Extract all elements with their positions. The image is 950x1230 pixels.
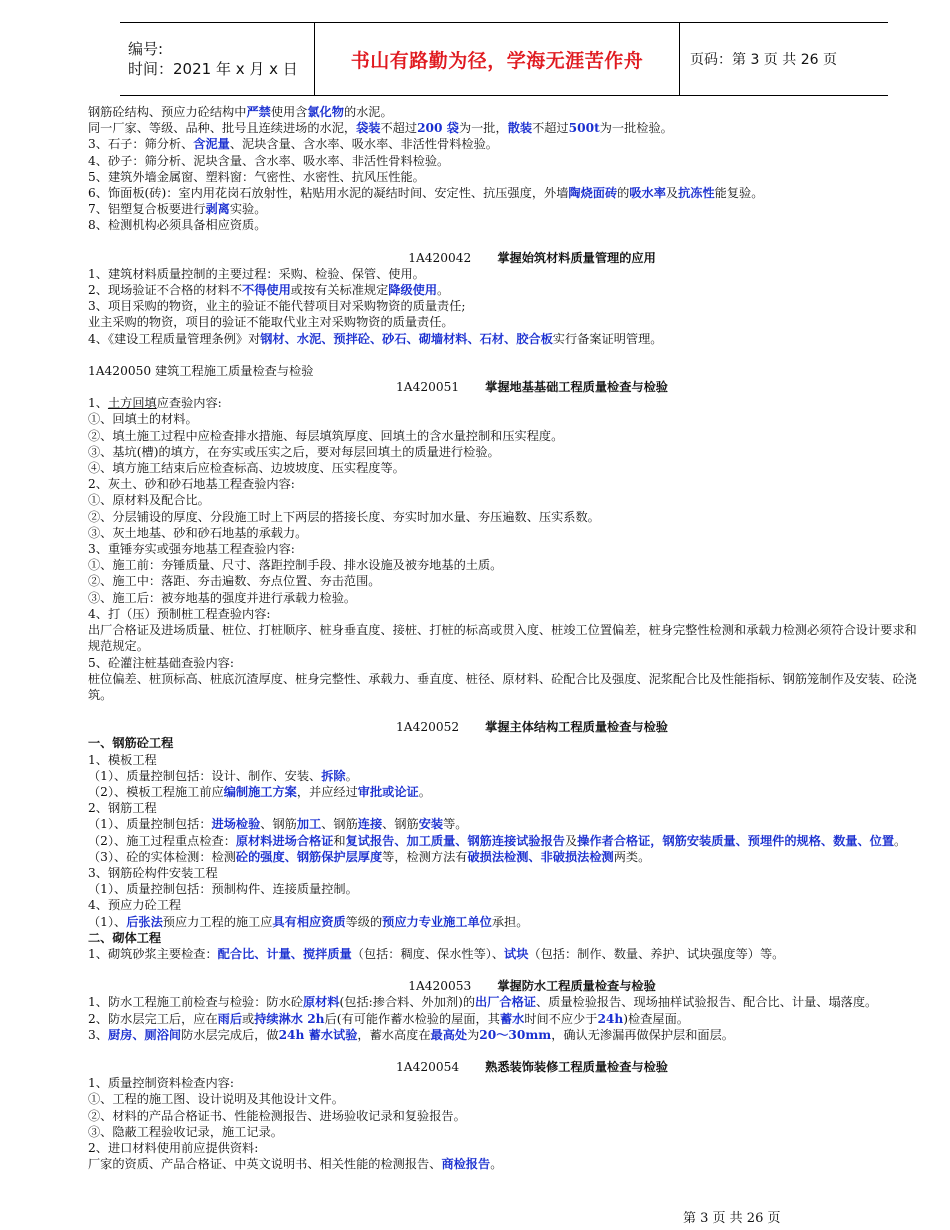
- text-run: 承担。: [491, 914, 529, 929]
- section-heading: [88, 1059, 922, 1075]
- header-motto-cell: [315, 23, 680, 96]
- text-run: （1）、质量控制包括：预制构件、连接质量控制。: [88, 882, 358, 897]
- text-run: 及: [564, 833, 578, 848]
- text-run: 出厂合格证及进场质量、桩位、打桩顺序、桩身垂直度、接桩、打桩的标高或贯入度、桩竣工位置偏差，桩身完整性检测和承载力检测必须符合设计要求和规范规定。: [88, 623, 917, 654]
- text-run: （1）、: [88, 914, 127, 929]
- keyword-highlight: 蓄水: [499, 1011, 525, 1026]
- subsection-title: 一、钢筋砼工程: [88, 736, 174, 751]
- text-run: 2、现场验证不合格的材料不: [88, 283, 243, 298]
- text-line: [88, 509, 922, 525]
- keyword-highlight: 后张法: [126, 914, 163, 929]
- text-run: 的: [617, 186, 630, 201]
- keyword-highlight: 原材料进场合格证: [235, 833, 334, 848]
- text-line: [88, 914, 922, 930]
- text-run: 两类。: [613, 849, 651, 864]
- keyword-highlight: 200 袋: [417, 121, 459, 136]
- text-run: 能复验。: [714, 186, 764, 201]
- text-line: [88, 735, 922, 751]
- text-line: [88, 1011, 922, 1027]
- keyword-highlight: 钢材、水泥、预拌砼、砂石、砌墙材料、石材、胶合板: [260, 331, 553, 346]
- text-run: ，蓄水高度在: [357, 1027, 431, 1042]
- text-run: 2、灰土、砂和砂石地基工程查验内容:: [88, 477, 295, 492]
- text-run: 为: [467, 1027, 480, 1042]
- text-run: 钢筋砼结构、预应力砼结构中: [88, 105, 247, 119]
- text-run: 7、铝塑复合板要进行: [88, 202, 206, 217]
- keyword-highlight: 最高处: [430, 1027, 468, 1042]
- text-run: 。: [894, 833, 907, 848]
- keyword-highlight: 厨房、厕浴间: [107, 1027, 182, 1042]
- text-line: [88, 849, 922, 865]
- text-run: 实验。: [229, 202, 267, 217]
- text-line: [88, 800, 922, 816]
- text-line: [88, 655, 922, 671]
- text-line: [88, 460, 922, 476]
- text-run: 为一批检验。: [599, 121, 673, 136]
- section-code: 1A420042: [408, 250, 472, 265]
- text-run: 后(有可能作蓄水检验的屋面，其: [324, 1011, 500, 1026]
- text-run: ，并应经过: [296, 784, 358, 799]
- keyword-highlight: 24h: [597, 1011, 624, 1026]
- text-run: 1、防水工程施工前检查与检验：防水砼: [88, 995, 303, 1010]
- text-run: 等级的: [345, 914, 383, 929]
- text-line: [88, 266, 922, 282]
- text-run: 业主采购的物资，项目的验证不能取代业主对采购物资的质量责任。: [88, 315, 454, 330]
- text-line: [88, 331, 922, 347]
- header-meta: [120, 23, 315, 96]
- keyword-highlight: 严禁: [246, 105, 271, 119]
- text-run: （2）、施工过程重点检查：: [88, 833, 236, 848]
- text-line: [88, 153, 922, 169]
- text-run: 时间不应少于: [524, 1011, 598, 1026]
- section-heading: [88, 719, 922, 735]
- section-title: 掌握防水工程质量检查与检验: [497, 979, 656, 994]
- text-line: [88, 1091, 922, 1107]
- keyword-highlight: 复试报告、加工质量、钢筋连接试验报告: [345, 833, 565, 848]
- keyword-highlight: 编制施工方案: [223, 784, 297, 799]
- text-run: 8、检测机构必须具备相应资质。: [88, 218, 267, 233]
- text-line: [88, 622, 922, 654]
- document-body: [88, 104, 922, 1172]
- text-line: [88, 541, 922, 557]
- text-line: [88, 590, 922, 606]
- paragraph-gap: [88, 347, 922, 363]
- keyword-highlight: 散装: [507, 121, 533, 136]
- paragraph-gap: [88, 703, 922, 719]
- text-run: ①、原材料及配合比。: [88, 493, 210, 508]
- keyword-highlight: 持续淋水 2h: [254, 1011, 325, 1026]
- section-heading: [88, 250, 922, 266]
- underlined-text: 土方回填: [107, 396, 157, 411]
- keyword-highlight: 砼的强度、钢筋保护层厚度: [235, 849, 383, 864]
- text-run: 2、钢筋工程: [88, 801, 157, 816]
- text-run: 1、质量控制资料检查内容:: [88, 1076, 234, 1091]
- text-line: [88, 1075, 922, 1091]
- text-run: 4、预应力砼工程: [88, 898, 182, 913]
- text-run: 5、砼灌注桩基础查验内容:: [88, 655, 234, 670]
- text-line: [88, 1140, 922, 1156]
- section-title: 掌握主体结构工程质量检查与检验: [485, 720, 668, 735]
- text-run: ②、填土施工过程中应检查排水措施、每层填筑厚度、回填土的含水量控制和压实程度。: [88, 428, 564, 443]
- text-line: [88, 395, 922, 411]
- text-run: （2）、模板工程施工前应: [88, 784, 224, 799]
- text-run: ③、灰土地基、砂和砂石地基的承载力。: [88, 525, 308, 540]
- text-run: 同一厂家、等级、品种、批号且连续进场的水泥，: [88, 121, 357, 136]
- text-line: [88, 881, 922, 897]
- text-line: [88, 363, 922, 379]
- keyword-highlight: 加工: [296, 817, 322, 832]
- text-line: [88, 671, 922, 703]
- section-title: 熟悉装饰装修工程质量检查与检验: [485, 1059, 668, 1074]
- text-line: [88, 525, 922, 541]
- text-line: [88, 492, 922, 508]
- keyword-highlight: 安装: [418, 817, 444, 832]
- text-line: [88, 768, 922, 784]
- text-run: 预应力工程的施工应: [162, 914, 273, 929]
- text-run: 、泥块含量、含水率、吸水率、非活性骨料检验。: [229, 137, 498, 152]
- text-run: 、钢筋: [382, 817, 419, 832]
- section-code: 1A420053: [408, 979, 472, 994]
- text-line: [88, 994, 922, 1010]
- text-run: 4、《建设工程质量管理条例》对: [88, 331, 261, 346]
- text-line: [88, 136, 922, 152]
- text-line: [88, 298, 922, 314]
- keyword-highlight: 具有相应资质: [272, 914, 346, 929]
- text-run: 防水层完成后，做: [181, 1027, 279, 1042]
- keyword-highlight: 原材料: [302, 995, 340, 1010]
- text-run: ④、填方施工结束后应检查标高、边坡坡度、压实程度等。: [88, 461, 405, 476]
- text-run: 等。: [443, 817, 468, 832]
- text-line: [88, 1124, 922, 1140]
- text-line: [88, 930, 922, 946]
- document-number-label: 编号:: [128, 40, 164, 58]
- text-run: 3、项目采购的物资，业主的验证不能代替项目对采购物资的质量责任;: [88, 299, 466, 314]
- text-run: 的水泥。: [343, 105, 393, 119]
- section-heading: [88, 379, 922, 395]
- text-run: 不超过: [380, 121, 418, 136]
- text-run: 1、建筑材料质量控制的主要过程：采购、检验、保管、使用。: [88, 266, 425, 281]
- text-run: 4、砂子：筛分析、泥块含量、含水率、吸水率、非活性骨料检验。: [88, 153, 450, 168]
- text-run: 5、建筑外墙金属窗、塑料窗：气密性、水密性、抗风压性能。: [88, 169, 425, 184]
- text-line: [88, 816, 922, 832]
- keyword-highlight: 降级使用: [388, 283, 438, 298]
- document-time-label: 时间：2021 年 x 月 x 日: [128, 60, 298, 78]
- text-line: [88, 428, 922, 444]
- text-line: [88, 1108, 922, 1124]
- keyword-highlight: 进场检验: [211, 817, 261, 832]
- text-run: 。: [418, 784, 431, 799]
- subsection-title: 二、砌体工程: [88, 930, 162, 945]
- text-run: 1、砌筑砂浆主要检查：: [88, 946, 218, 961]
- keyword-highlight: 预应力专业施工单位: [382, 914, 492, 929]
- text-run: 等，检测方法有: [382, 849, 468, 864]
- text-run: 为一批，: [458, 121, 508, 136]
- keyword-highlight: 抗冻性: [678, 186, 715, 201]
- text-line: [88, 946, 922, 962]
- section-title: 掌握始筑材料质量管理的应用: [497, 250, 656, 265]
- keyword-highlight: 商检报告: [441, 1157, 491, 1172]
- text-run: ，确认无渗漏再做保护层和面层。: [551, 1027, 734, 1042]
- text-run: 。: [490, 1157, 503, 1172]
- page-header: [120, 22, 888, 96]
- keyword-highlight: 破损法检测、非破损法检测: [467, 849, 614, 864]
- text-line: [88, 573, 922, 589]
- text-line: [88, 865, 922, 881]
- text-run: 2、防水层完工后，应在: [88, 1011, 218, 1026]
- header-page-number: 页码：第 3 页 共 26 页: [690, 52, 837, 68]
- text-run: ③、施工后：被夯地基的强度并进行承载力检验。: [88, 590, 357, 605]
- paragraph-gap: [88, 234, 922, 250]
- text-line: [88, 104, 922, 120]
- keyword-highlight: 24h 蓄水试验: [278, 1027, 358, 1042]
- text-run: 1A420050 建筑工程施工质量检查与检验: [88, 363, 314, 378]
- text-run: ③、隐蔽工程验收记录，施工记录。: [88, 1124, 283, 1139]
- keyword-highlight: 不得使用: [242, 283, 291, 298]
- text-run: ①、施工前：夯锤质量、尺寸、落距控制手段、排水设施及被夯地基的土质。: [88, 558, 503, 573]
- header-page-cell: [680, 23, 889, 96]
- text-run: （1）、质量控制包括：: [88, 817, 212, 832]
- keyword-highlight: 吸水率: [629, 186, 666, 201]
- keyword-highlight: 操作者合格证，钢筋安装质量、预埋件的规格、数量、位置: [577, 833, 895, 848]
- keyword-highlight: 陶烧面砖: [568, 186, 618, 201]
- text-run: 3、钢筋砼构件安装工程: [88, 865, 218, 880]
- text-run: 和: [333, 833, 346, 848]
- text-run: 6、饰面板(砖)：室内用花岗石放射性，粘贴用水泥的凝结时间、安定性、抗压强度，外墙: [88, 186, 569, 201]
- paragraph-gap: [88, 1043, 922, 1059]
- text-run: 、质量检验报告、现场抽样试验报告、配合比、计量、塌落度。: [535, 995, 878, 1010]
- text-run: （1）、质量控制包括：设计、制作、安装、: [88, 768, 322, 783]
- text-run: 实行备案证明管理。: [552, 331, 663, 346]
- text-run: (包括:掺合料、外加剂)的: [339, 995, 476, 1010]
- text-line: [88, 833, 922, 849]
- keyword-highlight: 审批或论证: [357, 784, 419, 799]
- text-run: 3、石子：筛分析、: [88, 137, 194, 152]
- keyword-highlight: 袋装: [356, 121, 381, 136]
- section-code: 1A420052: [396, 720, 460, 735]
- text-run: （包括：稠度、保水性等）、: [351, 946, 505, 961]
- text-run: ①、回填土的材料。: [88, 412, 198, 427]
- keyword-highlight: 含泥量: [193, 137, 230, 152]
- text-run: 或: [242, 1011, 255, 1026]
- text-run: ②、材料的产品合格证书、性能检测报告、进场验收记录和复验报告。: [88, 1108, 466, 1123]
- section-title: 掌握地基基础工程质量检查与检验: [485, 380, 668, 395]
- text-run: 厂家的资质、产品合格证、中英文说明书、相关性能的检测报告、: [88, 1157, 442, 1172]
- keyword-highlight: 氯化物: [307, 105, 344, 119]
- text-run: （3）、砼的实体检测：检测: [88, 849, 236, 864]
- text-run: 不超过: [532, 121, 569, 136]
- text-run: ②、施工中：落距、夯击遍数、夯点位置、夯击范围。: [88, 574, 381, 589]
- keyword-highlight: 出厂合格证: [475, 995, 536, 1010]
- text-line: [88, 411, 922, 427]
- text-line: [88, 557, 922, 573]
- section-code: 1A420051: [396, 380, 460, 395]
- text-run: 桩位偏差、桩顶标高、桩底沉渣厚度、桩身完整性、承载力、垂直度、桩径、原材料、砼配合比及强度、泥浆配合比及性能指标、钢筋笼制作及安装、砼浇筑。: [88, 671, 917, 702]
- text-run: 。: [437, 283, 450, 298]
- text-line: [88, 120, 922, 136]
- text-run: 、钢筋: [260, 817, 297, 832]
- keyword-highlight: 连接: [357, 817, 383, 832]
- text-run: 1、模板工程: [88, 752, 157, 767]
- text-run: ①、工程的施工图、设计说明及其他设计文件。: [88, 1092, 344, 1107]
- keyword-highlight: 试块: [504, 946, 529, 961]
- text-line: [88, 476, 922, 492]
- keyword-highlight: 雨后: [217, 1011, 243, 1026]
- text-line: [88, 314, 922, 330]
- text-run: 及: [665, 186, 679, 201]
- paragraph-gap: [88, 962, 922, 978]
- text-run: 。: [345, 768, 358, 783]
- text-line: [88, 752, 922, 768]
- text-line: [88, 897, 922, 913]
- text-run: 4、打（压）预制桩工程查验内容:: [88, 606, 271, 621]
- page-footer: 第 3 页 共 26 页: [683, 1211, 781, 1226]
- keyword-highlight: 配合比、计量、搅拌质量: [217, 946, 352, 961]
- text-line: [88, 169, 922, 185]
- text-run: 3、: [88, 1027, 108, 1042]
- keyword-highlight: 500t: [568, 121, 600, 136]
- text-line: [88, 201, 922, 217]
- section-heading: [88, 978, 922, 994]
- text-line: [88, 282, 922, 298]
- text-line: [88, 1027, 922, 1043]
- header-motto: 书山有路勤为径，学海无涯苦作舟: [350, 49, 644, 72]
- text-run: ②、分层铺设的厚度、分段施工时上下两层的搭接长度、夯实时加水量、夯压遍数、压实系数。: [88, 509, 600, 524]
- text-run: 2、进口材料使用前应提供资料:: [88, 1140, 259, 1155]
- text-run: 或按有关标准规定: [290, 283, 389, 298]
- keyword-highlight: 剥离: [205, 202, 230, 217]
- text-run: 3、重锤夯实或强夯地基工程查验内容:: [88, 542, 295, 557]
- text-line: [88, 444, 922, 460]
- text-run: ③、基坑(槽)的填方，在夯实或压实之后，要对每层回填土的质量进行检验。: [88, 444, 500, 459]
- text-run: 使用含: [270, 105, 308, 119]
- text-run: 、钢筋: [321, 817, 358, 832]
- text-line: [88, 606, 922, 622]
- text-line: [88, 217, 922, 233]
- text-line: [88, 784, 922, 800]
- text-run: 1、: [88, 396, 108, 411]
- text-line: [88, 185, 922, 201]
- text-run: 应查验内容:: [156, 396, 222, 411]
- text-run: （包括：制作、数量、养护、试块强度等）等。: [528, 946, 785, 961]
- section-code: 1A420054: [396, 1059, 460, 1074]
- text-run: )检查屋面。: [623, 1011, 689, 1026]
- keyword-highlight: 拆除: [321, 768, 346, 783]
- keyword-highlight: 20～30mm: [479, 1027, 552, 1042]
- text-line: [88, 1156, 922, 1172]
